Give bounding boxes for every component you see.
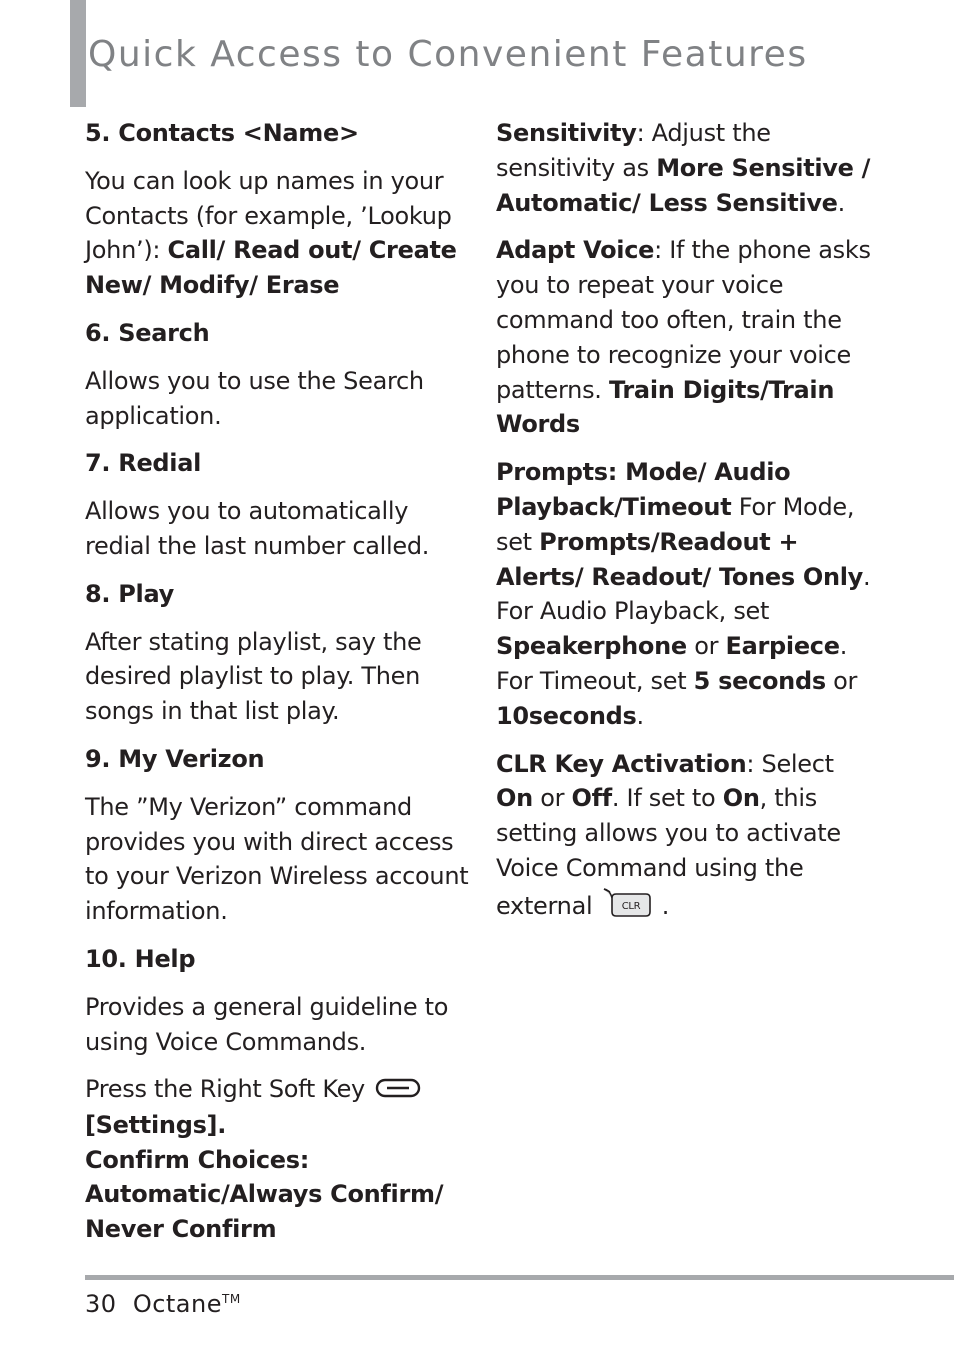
section-heading-play: 8. Play: [85, 579, 174, 608]
right-column: [496, 116, 876, 941]
section-body-redial: Allows you to automatically redial the last number called.: [85, 497, 430, 560]
page-title: Quick Access to Convenient Features: [88, 34, 808, 75]
left-column: [85, 116, 470, 1260]
clr-key-paragraph: CLR Key Activation: Select On or Off. If set to On, this setting allows you to activate Voice Command using the external CLR .: [496, 747, 876, 928]
page-footer: [85, 1290, 241, 1318]
clr-key-label: CLR: [622, 900, 641, 912]
settings-instructions: Press the Right Soft Key [Settings]. Confirm Choices: Automatic/Always Confirm/ Never Confirm: [85, 1072, 470, 1247]
clr-key-icon: [602, 886, 654, 928]
section-body-help: Provides a general guideline to using Voice Commands.: [85, 992, 449, 1056]
section-heading-search: 6. Search: [85, 318, 210, 347]
product-name: Octane: [132, 1290, 222, 1318]
contacts-options: Call/ Read out/ Create New/ Modify/ Erase: [85, 236, 457, 300]
confirm-choices-options: Automatic/Always Confirm/ Never Confirm: [85, 1180, 444, 1244]
section-heading-help: 10. Help: [85, 944, 196, 973]
adapt-voice-paragraph: Adapt Voice: If the phone asks you to repeat your voice command too often, train the phone to recognize your voice patterns. Train Digits/Train Words: [496, 236, 871, 439]
settings-label: [Settings].: [85, 1110, 227, 1139]
page-number: 30: [85, 1290, 117, 1318]
prompts-paragraph: Prompts: Mode/ Audio Playback/Timeout For Mode, set Prompts/Readout + Alerts/ Readout/ Tones Only. For Audio Playback, set Speakerphone or Earpiece. For Timeout, set 5 seconds or 10seconds.: [496, 458, 871, 730]
footer-rule: [85, 1275, 954, 1280]
section-heading-my-verizon: 9. My Verizon: [85, 744, 265, 773]
section-body-my-verizon: The ”My Verizon” command provides you with direct access to your Verizon Wireless account information.: [85, 792, 469, 926]
section-body-contacts: You can look up names in your Contacts (for example, ’Lookup John’): Call/ Read out/ Create New/ Modify/ Erase: [85, 166, 457, 300]
trademark-mark: TM: [222, 1292, 241, 1306]
title-accent-bar: [70, 0, 86, 107]
section-body-play: After stating playlist, say the desired playlist to play. Then songs in that list play.: [85, 627, 422, 726]
right-soft-key-icon: [375, 1073, 421, 1108]
section-body-search: Allows you to use the Search application.: [85, 366, 424, 430]
section-heading-redial: 7. Redial: [85, 449, 202, 478]
confirm-choices-label: Confirm Choices:: [85, 1145, 310, 1174]
section-heading-contacts: 5. Contacts <Name>: [85, 119, 359, 147]
sensitivity-paragraph: Sensitivity: Adjust the sensitivity as More Sensitive / Automatic/ Less Sensitive.: [496, 119, 871, 217]
